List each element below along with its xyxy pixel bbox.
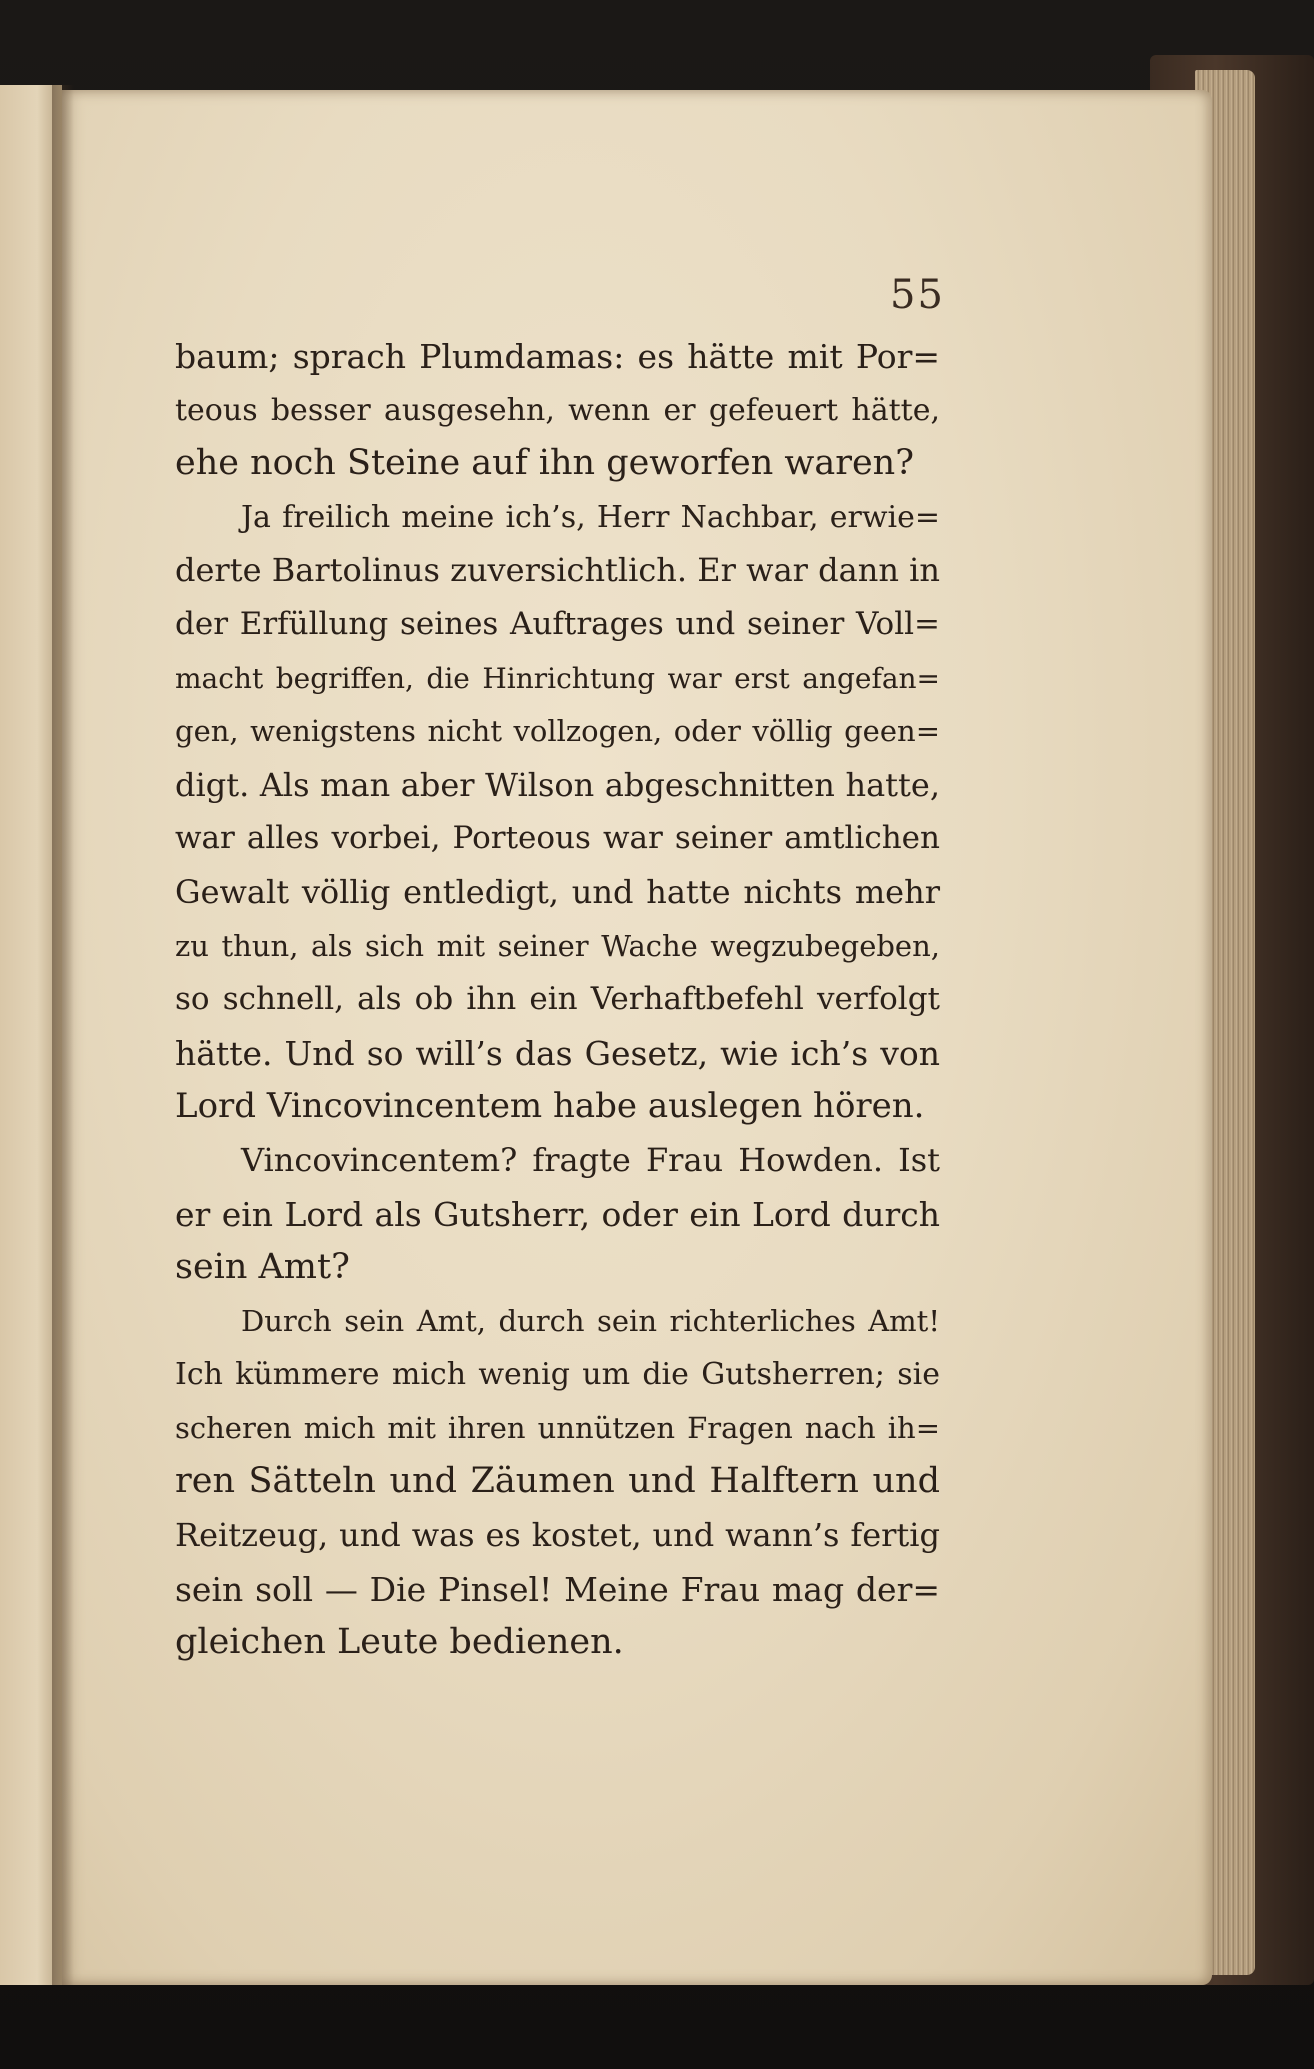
text-line: derte Bartolinus zuversichtlich. Er war dann in bbox=[175, 551, 940, 590]
page-number: 55 bbox=[890, 272, 945, 318]
text-line: Reitzeug, und was es kostet, und wann’s fertig bbox=[175, 1516, 940, 1555]
text-line: sein Amt? bbox=[175, 1247, 350, 1288]
text-line: ren Sätteln und Zäumen und Halftern und bbox=[175, 1461, 940, 1502]
text-line: Lord Vincovincentem habe auslegen hören. bbox=[175, 1086, 925, 1127]
text-line: gen, wenigstens nicht vollzogen, oder völlig geen= bbox=[175, 714, 940, 749]
text-line: gleichen Leute bedienen. bbox=[175, 1622, 624, 1663]
text-line: war alles vorbei, Porteous war seiner amtlichen bbox=[175, 820, 940, 857]
text-line: hätte. Und so will’s das Gesetz, wie ich’s von bbox=[175, 1033, 940, 1073]
text-line: so schnell, als ob ihn ein Verhaftbefehl verfolgt bbox=[175, 981, 940, 1018]
text-line: sein soll — Die Pinsel! Meine Frau mag der= bbox=[175, 1569, 940, 1609]
text-line: scheren mich mit ihren unnützen Fragen nach ih= bbox=[175, 1410, 940, 1445]
text-line: er ein Lord als Gutsherr, oder ein Lord durch bbox=[175, 1194, 940, 1234]
body-text bbox=[175, 330, 940, 1670]
text-line: macht begriffen, die Hinrichtung war erst angefan= bbox=[175, 661, 940, 695]
text-line: Gewalt völlig entledigt, und hatte nichts mehr bbox=[175, 872, 940, 911]
text-line: zu thun, als sich mit seiner Wache wegzubegeben, bbox=[175, 928, 940, 963]
text-line: Durch sein Amt, durch sein richterliches Amt! bbox=[241, 1303, 940, 1338]
text-line: Ja freilich meine ich’s, Herr Nachbar, erwie= bbox=[241, 499, 940, 535]
text-line: der Erfüllung seines Auftrages und seiner Voll= bbox=[175, 605, 940, 642]
text-line: digt. Als man aber Wilson abgeschnitten hatte, bbox=[175, 765, 940, 804]
text-line: Vincovincentem? fragte Frau Howden. Ist bbox=[241, 1140, 940, 1179]
page-gutter-shadow bbox=[52, 85, 74, 1985]
text-line: baum; sprach Plumdamas: es hätte mit Por= bbox=[175, 337, 940, 376]
text-line: ehe noch Steine auf ihn geworfen waren? bbox=[175, 443, 914, 484]
text-line: Ich kümmere mich wenig um die Gutsherren; sie bbox=[175, 1357, 940, 1393]
text-line: teous besser ausgesehn, wenn er gefeuert hätte, bbox=[175, 392, 940, 428]
